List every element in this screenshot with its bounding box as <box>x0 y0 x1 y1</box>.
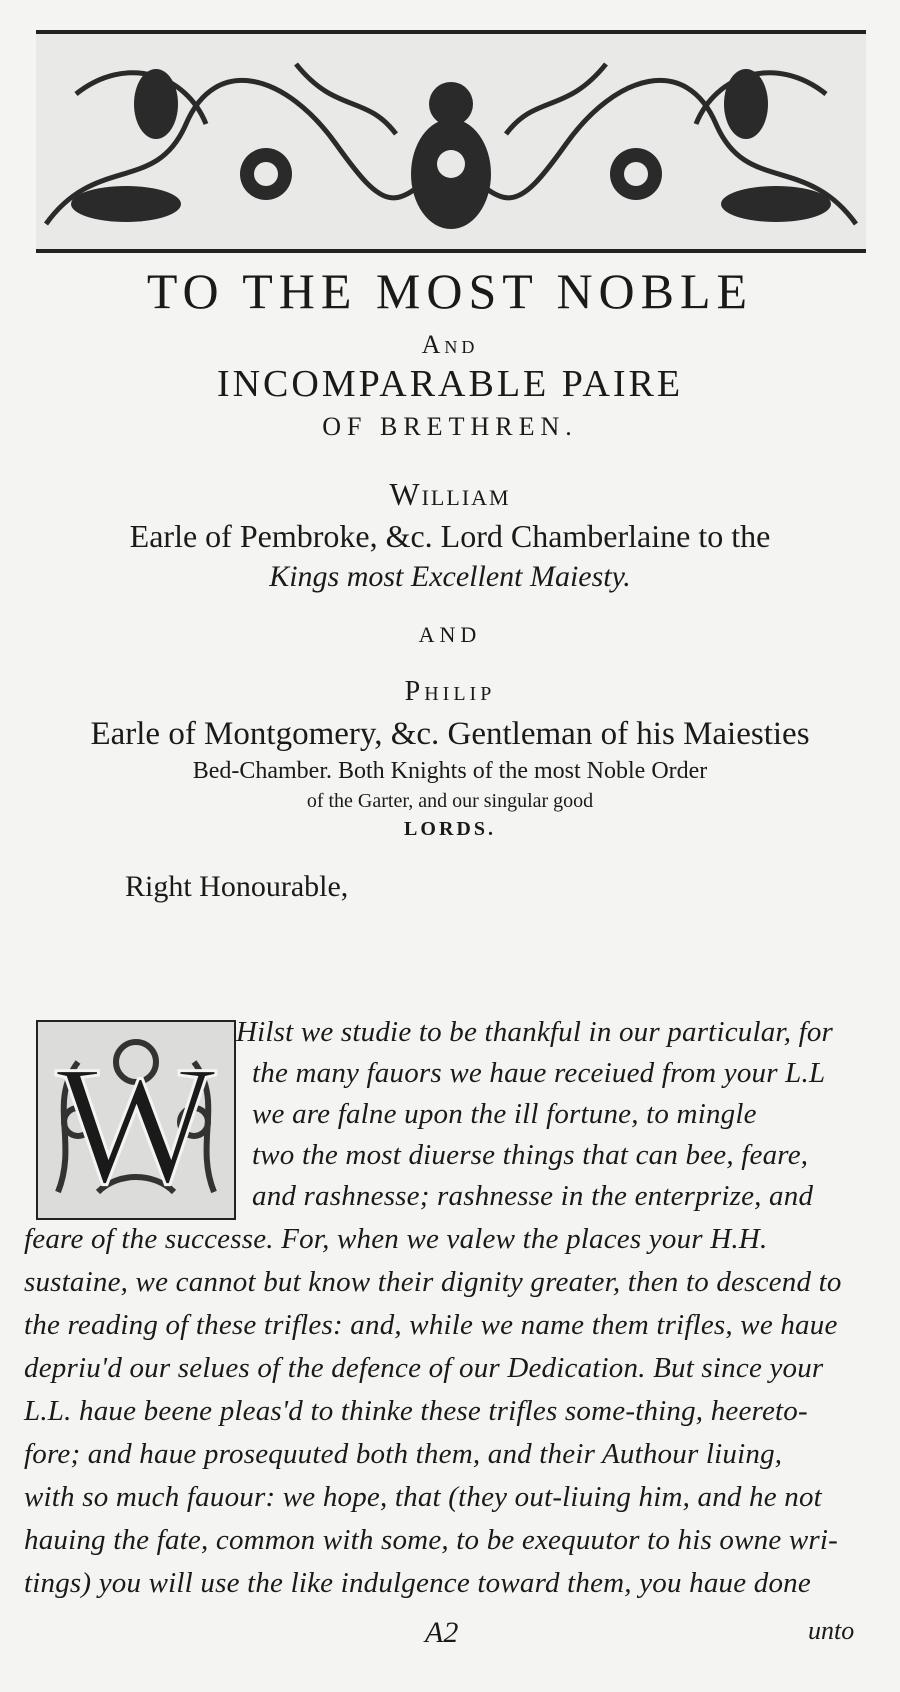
body-line-6: feare of the successe. For, when we valew the places your H.H. <box>24 1223 768 1255</box>
william-title-2: Kings most Excellent Maiesty. <box>269 560 631 593</box>
body-line-11: fore; and haue prosequuted both them, and their Authour liuing, <box>24 1438 783 1470</box>
salutation: Right Honourable, <box>125 870 349 903</box>
body-line-8: the reading of these trifles: and, while we name them trifles, we haue <box>24 1309 838 1341</box>
body-line-9: depriu'd our selues of the defence of our Dedication. But since your <box>24 1352 824 1384</box>
dropcap-letter: W <box>55 1031 217 1218</box>
philip-title: Earle of Montgomery, &c. Gentleman of his Maiesties <box>90 716 810 752</box>
body-line-3: we are falne upon the ill fortune, to mingle <box>252 1098 757 1130</box>
body-line-2: the many fauors we haue receiued from your L.L <box>252 1057 826 1089</box>
philip-title-4: LORDS. <box>404 818 496 840</box>
body-line-1: Hilst we studie to be thankful in our particular, for <box>236 1016 834 1048</box>
heading-line-3: INCOMPARABLE PAIRE <box>216 363 684 405</box>
philip-title-3: of the Garter, and our singular good <box>306 790 594 812</box>
body-line-10: L.L. haue beene pleas'd to thinke these trifles some-thing, heereto- <box>24 1395 808 1427</box>
heading-line-2: And <box>421 330 479 359</box>
body-line-7: sustaine, we cannot but know their dignity greater, then to descend to <box>24 1266 842 1298</box>
william-title: Earle of Pembroke, &c. Lord Chamberlaine to the <box>129 518 771 554</box>
philip-title-2: Bed-Chamber. Both Knights of the most Noble Order <box>192 758 708 784</box>
body-line-13: hauing the fate, common with some, to be exequutor to his owne wri- <box>24 1524 839 1556</box>
catchword: unto <box>808 1616 855 1645</box>
heading-line-4: OF BRETHREN. <box>322 412 578 441</box>
body-line-14: tings) you will use the like indulgence toward them, you haue done <box>24 1567 811 1599</box>
and-separator: AND <box>418 622 482 647</box>
dropcap-w <box>36 1020 236 1220</box>
signature-mark: A2 <box>425 1616 459 1649</box>
philip-name: Philip <box>404 676 496 707</box>
body-line-5: and rashnesse; rashnesse in the enterprize, and <box>252 1180 814 1212</box>
headpiece-ornament <box>36 30 866 253</box>
body-line-4: two the most diuerse things that can bee, feare, <box>252 1139 809 1171</box>
william-name: William <box>389 476 511 512</box>
body-line-12: with so much fauour: we hope, that (they out-liuing him, and he not <box>24 1481 822 1513</box>
heading-line-1: TO THE MOST NOBLE <box>146 263 754 319</box>
